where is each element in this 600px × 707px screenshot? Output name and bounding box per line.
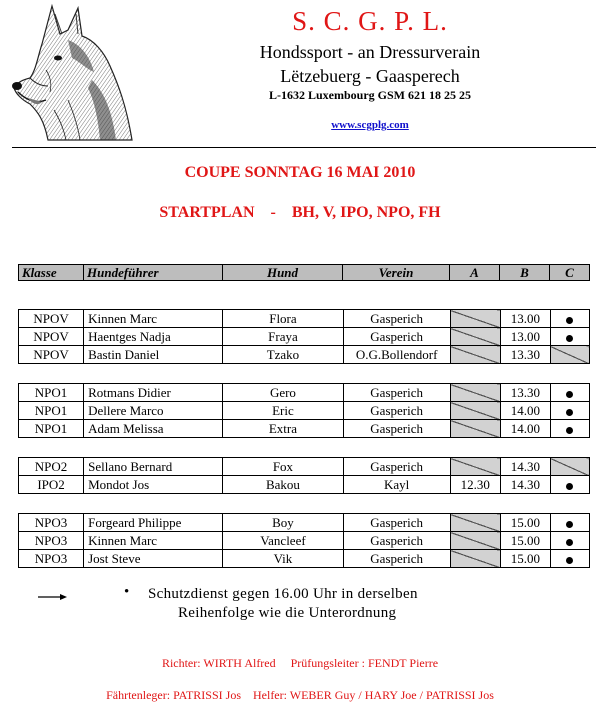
table-row xyxy=(19,402,590,420)
header-klasse: Klasse xyxy=(19,265,84,280)
scheduled-dot-icon xyxy=(566,557,573,564)
cell-b: 14.30 xyxy=(500,476,550,494)
club-name: S. C. G. P. L. xyxy=(292,6,448,36)
cell-klasse: NPO1 xyxy=(19,384,84,402)
cell-a-not-applicable xyxy=(450,532,500,550)
cell-b: 14.00 xyxy=(500,402,550,420)
club-subtitle-2: Lëtzebuerg - Gaasperech xyxy=(280,66,460,86)
cell-hundefuehrer: Kinnen Marc xyxy=(84,532,223,550)
scheduled-dot-icon xyxy=(566,335,573,342)
cell-hund: Eric xyxy=(223,402,343,420)
cell-verein: Gasperich xyxy=(343,402,450,420)
cell-hundefuehrer: Adam Melissa xyxy=(84,420,223,438)
officials-line-1: Richter: WIRTH Alfred Prüfungsleiter : FENDT Pierre xyxy=(161,656,439,670)
cell-verein: Gasperich xyxy=(343,420,450,438)
cell-verein: Gasperich xyxy=(343,532,450,550)
cell-klasse: IPO2 xyxy=(19,476,84,494)
cell-b: 13.30 xyxy=(500,346,550,364)
cell-a-not-applicable xyxy=(450,346,500,364)
cell-hund: Gero xyxy=(223,384,343,402)
cell-hundefuehrer: Kinnen Marc xyxy=(84,310,223,328)
table-row xyxy=(19,346,590,364)
club-address: L-1632 Luxembourg GSM 621 18 25 25 xyxy=(268,88,471,102)
table-row xyxy=(19,476,590,494)
table-row xyxy=(19,532,590,550)
header-c: C xyxy=(565,265,574,280)
event-subtitle: STARTPLAN - BH, V, IPO, NPO, FH xyxy=(159,204,441,221)
start-group-4 xyxy=(18,513,590,568)
cell-c xyxy=(550,514,589,532)
cell-klasse: NPO3 xyxy=(19,514,84,532)
table-row xyxy=(19,550,590,568)
note-line-2: Reihenfolge wie die Unterordnung xyxy=(178,605,397,621)
cell-hundefuehrer: Bastin Daniel xyxy=(84,346,223,364)
cell-verein: Gasperich xyxy=(343,514,450,532)
cell-klasse: NPO2 xyxy=(19,458,84,476)
cell-hund: Flora xyxy=(223,310,343,328)
cell-b: 15.00 xyxy=(500,532,550,550)
cell-hund: Fox xyxy=(223,458,343,476)
cell-b: 15.00 xyxy=(500,514,550,532)
cell-b: 14.30 xyxy=(500,458,550,476)
cell-verein: Kayl xyxy=(343,476,450,494)
cell-hundefuehrer: Dellere Marco xyxy=(84,402,223,420)
cell-c xyxy=(550,384,589,402)
cell-hundefuehrer: Sellano Bernard xyxy=(84,458,223,476)
cell-c xyxy=(550,420,589,438)
table-header xyxy=(18,264,590,281)
table-row xyxy=(19,384,590,402)
cell-a: 12.30 xyxy=(450,476,500,494)
cell-a-not-applicable xyxy=(450,310,500,328)
cell-c xyxy=(550,476,589,494)
cell-hund: Tzako xyxy=(223,346,343,364)
table-row xyxy=(19,458,590,476)
cell-c-not-applicable xyxy=(550,346,589,364)
cell-klasse: NPO3 xyxy=(19,550,84,568)
scheduled-dot-icon xyxy=(566,391,573,398)
event-title: COUPE SONNTAG 16 MAI 2010 xyxy=(184,164,416,181)
header-hundefuehrer: Hundeführer xyxy=(84,265,223,280)
cell-klasse: NPOV xyxy=(19,346,84,364)
cell-c-not-applicable xyxy=(550,458,589,476)
cell-hund: Extra xyxy=(223,420,343,438)
cell-hund: Fraya xyxy=(223,328,343,346)
cell-a-not-applicable xyxy=(450,514,500,532)
cell-klasse: NPOV xyxy=(19,310,84,328)
scheduled-dot-icon xyxy=(566,483,573,490)
cell-hund: Vik xyxy=(223,550,343,568)
table-row xyxy=(19,310,590,328)
table-row xyxy=(19,514,590,532)
scheduled-dot-icon xyxy=(566,427,573,434)
cell-klasse: NPOV xyxy=(19,328,84,346)
cell-c xyxy=(550,532,589,550)
start-group-1 xyxy=(18,309,590,364)
note-bullet: • xyxy=(124,584,130,600)
arrow-right-icon xyxy=(38,592,68,602)
cell-a-not-applicable xyxy=(450,550,500,568)
cell-a-not-applicable xyxy=(450,420,500,438)
cell-hundefuehrer: Forgeard Philippe xyxy=(84,514,223,532)
cell-hund: Bakou xyxy=(223,476,343,494)
cell-b: 13.00 xyxy=(500,310,550,328)
cell-b: 13.30 xyxy=(500,384,550,402)
cell-c xyxy=(550,550,589,568)
scheduled-dot-icon xyxy=(566,409,573,416)
cell-b: 13.00 xyxy=(500,328,550,346)
start-group-3 xyxy=(18,457,590,494)
scheduled-dot-icon xyxy=(566,521,573,528)
cell-hund: Boy xyxy=(223,514,343,532)
start-group-2 xyxy=(18,383,590,438)
cell-verein: Gasperich xyxy=(343,550,450,568)
logo-shepherd-dog xyxy=(8,0,138,145)
cell-hundefuehrer: Jost Steve xyxy=(84,550,223,568)
cell-c xyxy=(550,310,589,328)
cell-a-not-applicable xyxy=(450,328,500,346)
cell-verein: O.G.Bollendorf xyxy=(343,346,450,364)
cell-a-not-applicable xyxy=(450,458,500,476)
cell-hundefuehrer: Mondot Jos xyxy=(84,476,223,494)
scheduled-dot-icon xyxy=(566,539,573,546)
cell-verein: Gasperich xyxy=(343,384,450,402)
cell-a-not-applicable xyxy=(450,402,500,420)
cell-hundefuehrer: Haentges Nadja xyxy=(84,328,223,346)
cell-klasse: NPO1 xyxy=(19,402,84,420)
cell-klasse: NPO3 xyxy=(19,532,84,550)
club-subtitle-1: Hondssport - an Dressurverain xyxy=(259,42,481,62)
note-line-1: Schutzdienst gegen 16.00 Uhr in derselben xyxy=(148,586,418,602)
cell-c xyxy=(550,402,589,420)
cell-c xyxy=(550,328,589,346)
header-b: B xyxy=(500,265,550,280)
header-a: A xyxy=(450,265,500,280)
cell-a-not-applicable xyxy=(450,384,500,402)
cell-verein: Gasperich xyxy=(343,328,450,346)
scheduled-dot-icon xyxy=(566,317,573,324)
header-verein: Verein xyxy=(343,265,450,280)
officials-line-2: Fährtenleger: PATRISSI Jos Helfer: WEBER Guy / HARY Joe / PATRISSI Jos xyxy=(106,688,494,702)
club-website-link[interactable]: www.scgplg.com xyxy=(331,119,409,131)
table-row xyxy=(19,328,590,346)
cell-b: 15.00 xyxy=(500,550,550,568)
cell-hund: Vancleef xyxy=(223,532,343,550)
header-divider xyxy=(12,147,596,148)
cell-klasse: NPO1 xyxy=(19,420,84,438)
cell-hundefuehrer: Rotmans Didier xyxy=(84,384,223,402)
cell-b: 14.00 xyxy=(500,420,550,438)
cell-verein: Gasperich xyxy=(343,458,450,476)
header-hund: Hund xyxy=(223,265,343,280)
table-row xyxy=(19,420,590,438)
cell-verein: Gasperich xyxy=(343,310,450,328)
